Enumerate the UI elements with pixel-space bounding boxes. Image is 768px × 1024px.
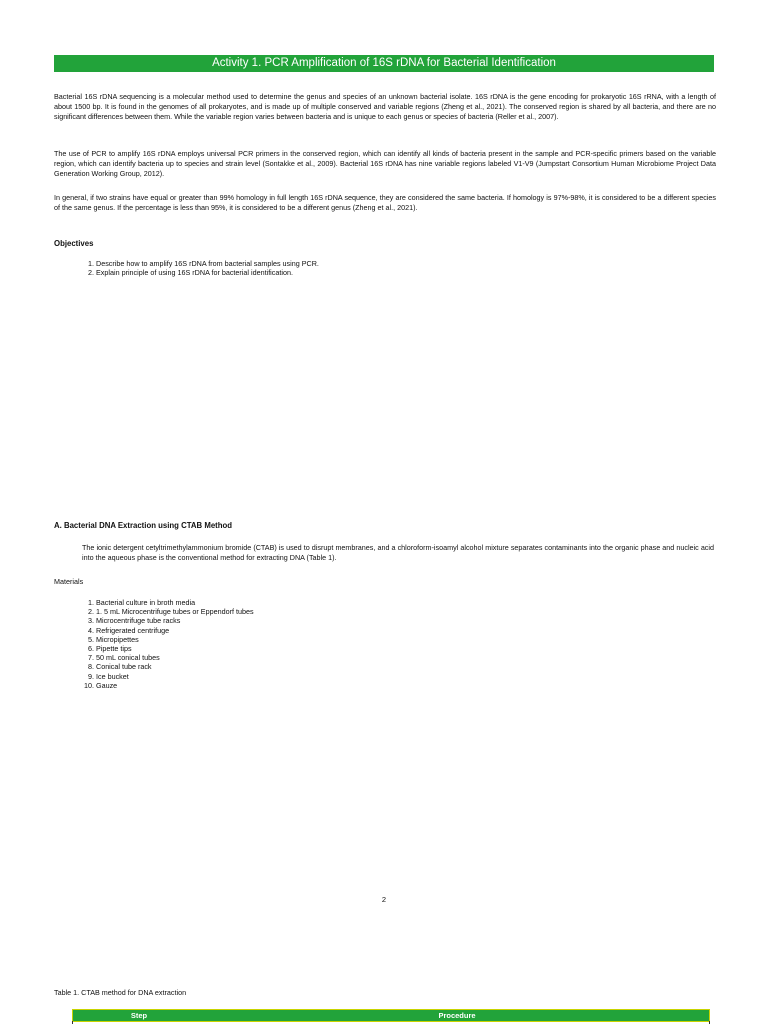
intro-paragraph-3: In general, if two strains have equal or greater than 99% homology in full length 16S rDNA sequence, they are considered the same bacteria. If homology is 97%-98%, it is considered to be a different species of the same genus. If the percentage is less than 95%, it is considered to be a different genus (Zheng et al., 2021). (54, 193, 716, 212)
objectives-list (66, 259, 319, 277)
objective-item: 2. Explain principle of using 16S rDNA for bacterial identification. (96, 268, 319, 277)
material-item: 4. Refrigerated centrifuge (96, 626, 254, 635)
section-a-intro: The ionic detergent cetyltrimethylammonium bromide (CTAB) is used to disrupt membranes, and a chloroform-isoamyl alcohol mixture separates contaminants into the organic phase and nucleic acid into the aqueous phase is the conventional method for extracting DNA (Table 1). (82, 543, 714, 562)
page-number: 2 (381, 895, 387, 904)
material-item: 8. Conical tube rack (96, 662, 254, 671)
material-item: 7. 50 mL conical tubes (96, 653, 254, 662)
material-item: 5. Micropipettes (96, 635, 254, 644)
table-header-step: Step (130, 1011, 148, 1020)
objective-item: 1. Describe how to amplify 16S rDNA from bacterial samples using PCR. (96, 259, 319, 268)
material-item: 2. 1. 5 mL Microcentrifuge tubes or Eppendorf tubes (96, 607, 254, 616)
table-caption: Table 1. CTAB method for DNA extraction (54, 988, 187, 997)
materials-list (66, 598, 254, 690)
material-item: 10. Gauze (96, 681, 254, 690)
intro-paragraph-2: The use of PCR to amplify 16S rDNA employs universal PCR primers in the conserved region, which can identify all kinds of bacteria present in the sample and PCR-specific primers based on the variable region, which can identify bacteria up to species and strain level (Sontakke et al., 2009). Bacterial 16S rDNA has nine variable regions labeled V1-V9 (Jumpstart Consortium Human Microbiome Project Data Generation Working Group, 2012). (54, 149, 716, 178)
material-item: 1. Bacterial culture in broth media (96, 598, 254, 607)
section-a-heading: A. Bacterial DNA Extraction using CTAB Method (54, 521, 233, 530)
material-item: 9. Ice bucket (96, 672, 254, 681)
intro-paragraph-1: Bacterial 16S rDNA sequencing is a molecular method used to determine the genus and species of an unknown bacterial isolate. 16S rDNA is the gene encoding for prokaryotic 16S rRNA, with a length of about 1500 bp. It is found in the genomes of all prokaryotes, and is made up of multiple conserved and variable regions (Zheng et al., 2021). The conserved region is shared by all bacteria, and there are no significant differences between them. While the variable region varies between bacteria and is unique to each genus or species of bacteria (Reller et al., 2007). (54, 92, 716, 121)
objectives-heading: Objectives (54, 239, 94, 248)
table-header-procedure: Procedure (438, 1011, 476, 1020)
material-item: 3. Microcentrifuge tube racks (96, 616, 254, 625)
material-item: 6. Pipette tips (96, 644, 254, 653)
activity-title: Activity 1. PCR Amplification of 16S rDNA for Bacterial Identification (54, 55, 714, 72)
materials-label: Materials (54, 577, 84, 586)
